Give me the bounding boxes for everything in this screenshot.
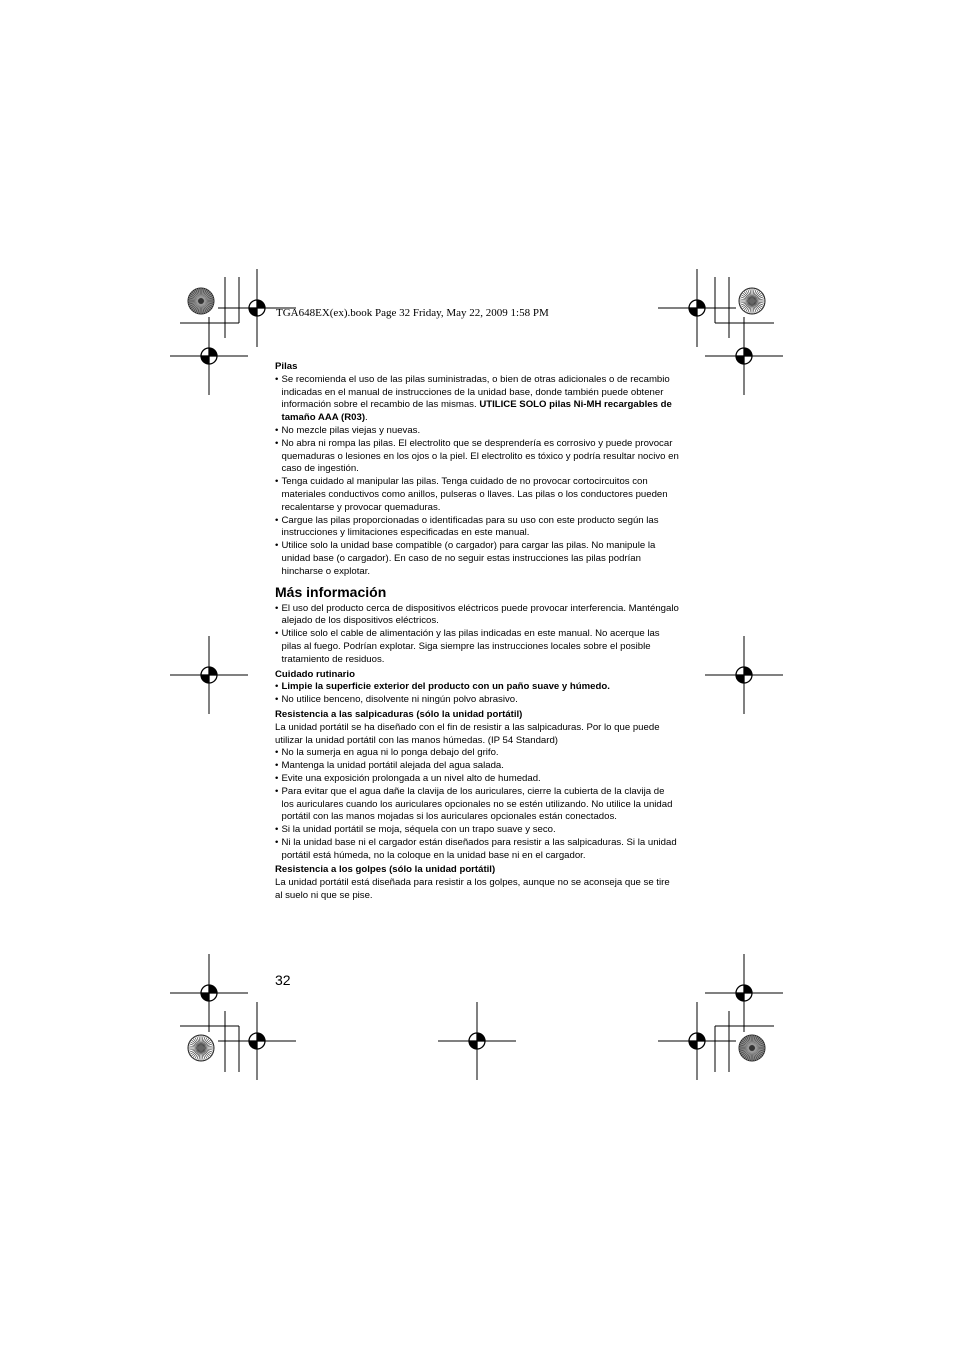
pilas-bullet-end: . [365, 412, 368, 424]
manual-content [275, 361, 679, 903]
pilas-bullet-bold: UTILICE SOLO pilas Ni-MH recargables de tamaño AAA (R03) [281, 399, 672, 424]
salpicaduras-intro: La unidad portátil se ha diseñado con el fin de resistir a las salpicaduras. Por lo que puede utilizar la unidad portátil con las manos húmedas. (IP 54 Standard) [275, 721, 660, 746]
salpicaduras-bullet: • No la sumerja en agua ni lo ponga debajo del grifo. [275, 747, 679, 760]
registration-mark [705, 636, 783, 714]
salpicaduras-bullet: • Si la unidad portátil se moja, séquela con un trapo suave y seco. [275, 824, 679, 837]
salpicaduras-heading: Resistencia a las salpicaduras (sólo la unidad portátil) [275, 708, 523, 720]
registration-mark [705, 954, 783, 1032]
registration-mark [705, 317, 783, 395]
pilas-bullet: • Tenga cuidado al manipular las pilas. Tenga cuidado de no provocar cortocircuitos con materiales conductivos como anillos, pulseras o llaves. Las pilas o los conductores pueden recalentarse y provocar quemaduras. [275, 476, 679, 514]
cuidado-bullet [275, 681, 679, 694]
mas-info-bullet: • El uso del producto cerca de dispositivos eléctricos puede provocar interferencia. Manténgalo alejado de los dispositivos eléctricos. [275, 603, 679, 629]
mas-info-bullet: • Utilice solo el cable de alimentación y las pilas indicadas en este manual. No acerque las pilas al fuego. Podrían explotar. Siga siempre las instrucciones locales sobre el posible tratamiento de residuos. [275, 628, 679, 666]
pilas-bullet-text: Se recomienda el uso de las pilas suministradas, o bien de otras adicionales o de recambio indicadas en el manual de instrucciones de la unidad base, donde también puede obtener información sobre el recambio de las mismas. [281, 373, 670, 411]
registration-mark [658, 269, 736, 347]
cuidado-bullet-bold: Limpie la superficie exterior del producto con un paño suave y húmedo. [281, 681, 610, 693]
salpicaduras-bullet: • Mantenga la unidad portátil alejada del agua salada. [275, 760, 679, 773]
color-target [739, 288, 765, 314]
registration-mark [658, 1002, 736, 1080]
pilas-bullet: • No mezcle pilas viejas y nuevas. [275, 425, 679, 438]
pilas-bullet: • No abra ni rompa las pilas. El electrolito que se desprendería es corrosivo y puede provocar quemaduras o lesiones en los ojos o la piel. El electrolito es tóxico y podría resultar nocivo en caso de ingestión. [275, 438, 679, 476]
cuidado-bullet: • No utilice benceno, disolvente ni ningún polvo abrasivo. [275, 694, 679, 707]
pilas-bullet [275, 374, 679, 425]
registration-mark [438, 1002, 516, 1080]
golpes-heading: Resistencia a los golpes (sólo la unidad portátil) [275, 864, 496, 876]
registration-mark [170, 954, 248, 1032]
mas-informacion-heading: Más información [275, 583, 387, 600]
pilas-bullet: • Utilice solo la unidad base compatible (o cargador) para cargar las pilas. No manipule la unidad base (o cargador). En caso de no seguir estas instrucciones las pilas podrían hincharse o explotar. [275, 540, 679, 578]
salpicaduras-bullet: • Evite una exposición prolongada a un nivel alto de humedad. [275, 773, 679, 786]
salpicaduras-bullet: • Para evitar que el agua dañe la clavija de los auriculares, cierre la cubierta de la clavija de los auriculares cuando los auriculares opcionales no se estén utilizando. No utilice la unidad portátil con las manos mojadas si los auriculares opcionales están conectados. [275, 786, 679, 824]
golpes-text: La unidad portátil está diseñada para resistir a los golpes, aunque no se aconseja que se tire al suelo ni que se pise. [275, 877, 670, 902]
registration-mark [170, 636, 248, 714]
color-target [739, 1035, 765, 1061]
color-target [188, 288, 214, 314]
salpicaduras-bullet: • Ni la unidad base ni el cargador están diseñados para resistir a las salpicaduras. Si la unidad portátil está húmeda, no la coloque en la unidad base ni en el cargador. [275, 837, 679, 863]
book-header-line: TGA648EX(ex).book Page 32 Friday, May 22, 2009 1:58 PM [276, 307, 549, 319]
registration-mark [218, 1002, 296, 1080]
page-number: 32 [275, 972, 291, 988]
pilas-heading: Pilas [275, 361, 298, 372]
cuidado-heading: Cuidado rutinario [275, 668, 355, 680]
registration-mark [170, 317, 248, 395]
pilas-bullet: • Cargue las pilas proporcionadas o identificadas para su uso con este producto según las instrucciones y limitaciones especificadas en este manual. [275, 515, 679, 541]
color-target [188, 1035, 214, 1061]
